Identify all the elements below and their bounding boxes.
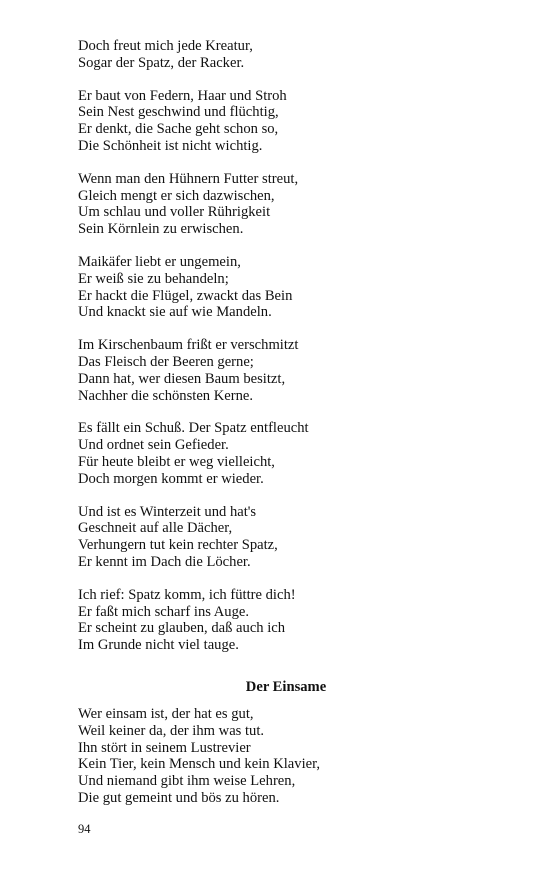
verse-line: Und knackt sie auf wie Mandeln. bbox=[78, 304, 272, 321]
verse-line: Wenn man den Hühnern Futter streut, bbox=[78, 170, 299, 187]
page-body bbox=[78, 38, 478, 823]
verse-line: Er faßt mich scharf ins Auge. bbox=[78, 603, 250, 620]
page-number: 94 bbox=[78, 822, 91, 836]
verse-line: Maikäfer liebt er ungemein, bbox=[78, 253, 241, 270]
verse-line: Weil keiner da, der ihm was tut. bbox=[78, 722, 265, 739]
verse-line: Dann hat, wer diesen Baum besitzt, bbox=[78, 370, 286, 387]
verse-line: Sogar der Spatz, der Racker. bbox=[78, 54, 245, 71]
verse-line: Er scheint zu glauben, daß auch ich bbox=[78, 620, 286, 637]
verse-line: Im Grunde nicht viel tauge. bbox=[78, 637, 239, 654]
verse-line: Er kennt im Dach die Löcher. bbox=[78, 553, 251, 570]
verse-line: Verhungern tut kein rechter Spatz, bbox=[78, 537, 278, 554]
verse-line: Im Kirschenbaum frißt er verschmitzt bbox=[78, 337, 299, 354]
verse-line: Gleich mengt er sich dazwischen, bbox=[78, 187, 275, 204]
verse-line: Er denkt, die Sache geht schon so, bbox=[78, 121, 279, 138]
poem-spatz bbox=[78, 38, 478, 654]
verse-line: Für heute bleibt er weg vielleicht, bbox=[78, 453, 275, 470]
stanza bbox=[78, 38, 478, 72]
verse-line: Und ist es Winterzeit und hat's bbox=[78, 503, 257, 520]
verse-line: Er hackt die Flügel, zwackt das Bein bbox=[78, 287, 293, 304]
verse-line: Die Schönheit ist nicht wichtig. bbox=[78, 137, 263, 154]
verse-line: Er baut von Federn, Haar und Stroh bbox=[78, 87, 287, 104]
stanza bbox=[78, 254, 478, 321]
poem-title: Der Einsame bbox=[245, 678, 327, 695]
verse-line: Er weiß sie zu behandeln; bbox=[78, 270, 229, 287]
verse-line: Und ordnet sein Gefieder. bbox=[78, 437, 229, 454]
verse-line: Die gut gemeint und bös zu hören. bbox=[78, 789, 280, 806]
verse-line: Ihn stört in seinem Lustrevier bbox=[78, 739, 251, 756]
verse-line: Ich rief: Spatz komm, ich füttre dich! bbox=[78, 586, 296, 603]
stanza bbox=[78, 504, 478, 571]
verse-line: Sein Nest geschwind und flüchtig, bbox=[78, 104, 279, 121]
stanza bbox=[78, 171, 478, 238]
verse-line: Sein Körnlein zu erwischen. bbox=[78, 221, 244, 238]
stanza bbox=[78, 420, 478, 487]
verse-line: Doch morgen kommt er wieder. bbox=[78, 470, 264, 487]
poem-der-einsame bbox=[78, 679, 478, 807]
verse-line: Wer einsam ist, der hat es gut, bbox=[78, 705, 254, 722]
verse-line: Und niemand gibt ihm weise Lehren, bbox=[78, 773, 296, 790]
stanza bbox=[78, 587, 478, 654]
verse-line: Nachher die schönsten Kerne. bbox=[78, 387, 254, 404]
stanza bbox=[78, 706, 478, 807]
verse-line: Es fällt ein Schuß. Der Spatz entfleucht bbox=[78, 420, 309, 437]
verse-line: Um schlau und voller Rührigkeit bbox=[78, 204, 271, 221]
verse-line: Kein Tier, kein Mensch und kein Klavier, bbox=[78, 756, 321, 773]
stanza bbox=[78, 337, 478, 404]
stanza bbox=[78, 88, 478, 155]
verse-line: Geschneit auf alle Dächer, bbox=[78, 520, 233, 537]
verse-line: Das Fleisch der Beeren gerne; bbox=[78, 353, 254, 370]
verse-line: Doch freut mich jede Kreatur, bbox=[78, 38, 253, 54]
